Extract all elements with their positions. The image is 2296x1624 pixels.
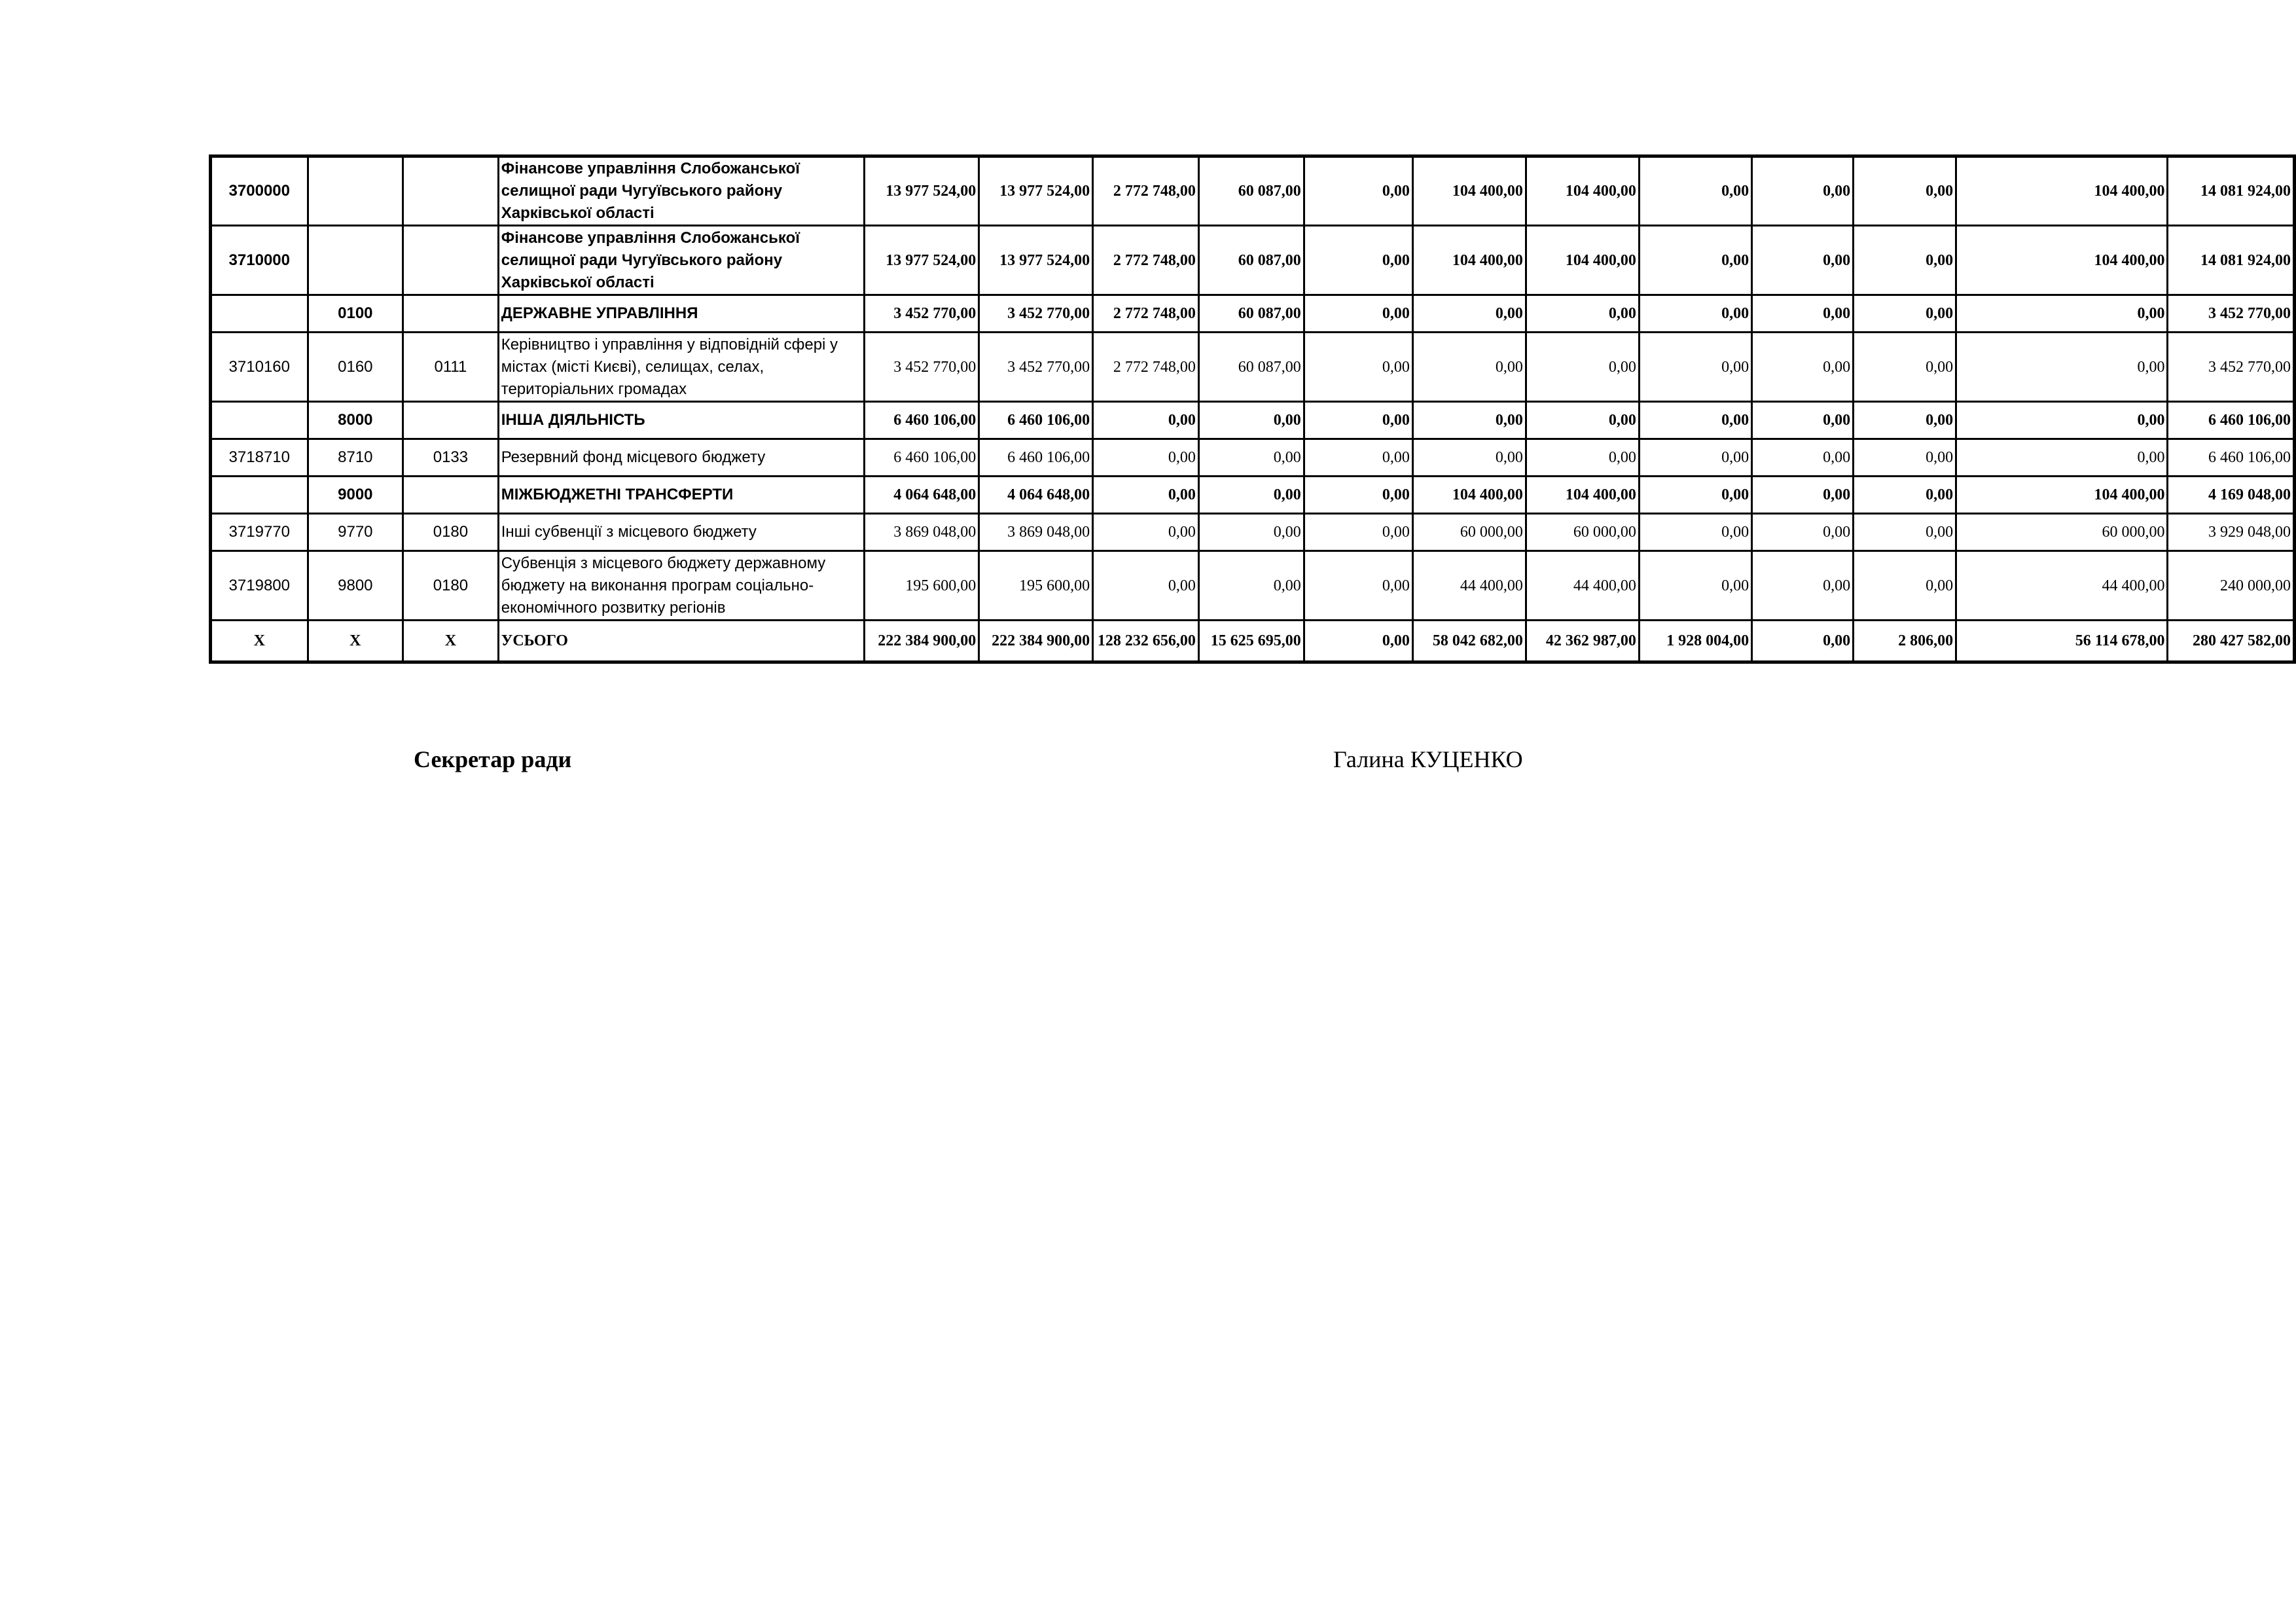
- amount-cell: 0,00: [1412, 402, 1526, 439]
- amount-cell: 44 400,00: [1526, 551, 1639, 621]
- classification-code-cell: [403, 402, 499, 439]
- item-name-cell: Інші субвенції з місцевого бюджету: [498, 514, 865, 551]
- amount-cell: 0,00: [1752, 402, 1854, 439]
- amount-cell: 3 869 048,00: [865, 514, 979, 551]
- amount-cell: 0,00: [1304, 477, 1412, 514]
- program-code-cell: [211, 477, 308, 514]
- amount-cell: 0,00: [1956, 333, 2168, 402]
- function-code-cell: 0160: [308, 333, 403, 402]
- amount-cell: 104 400,00: [1412, 226, 1526, 295]
- amount-cell: 0,00: [1412, 333, 1526, 402]
- amount-cell: 3 452 770,00: [2168, 295, 2295, 333]
- program-code-cell: [211, 295, 308, 333]
- amount-cell: 0,00: [1956, 402, 2168, 439]
- amount-cell: 104 400,00: [1956, 156, 2168, 226]
- total-amount-cell: 56 114 678,00: [1956, 621, 2168, 662]
- classification-code-cell: 0133: [403, 439, 499, 477]
- table-row: [211, 295, 2295, 333]
- total-row: [211, 621, 2295, 662]
- function-code-cell: 9000: [308, 477, 403, 514]
- table-row: [211, 439, 2295, 477]
- program-code-cell: 3710160: [211, 333, 308, 402]
- amount-cell: 13 977 524,00: [979, 156, 1093, 226]
- amount-cell: 0,00: [1639, 477, 1751, 514]
- amount-cell: 4 169 048,00: [2168, 477, 2295, 514]
- amount-cell: 6 460 106,00: [979, 402, 1093, 439]
- amount-cell: 4 064 648,00: [865, 477, 979, 514]
- total-amount-cell: 280 427 582,00: [2168, 621, 2295, 662]
- amount-cell: 0,00: [1854, 477, 1956, 514]
- amount-cell: 2 772 748,00: [1093, 226, 1199, 295]
- amount-cell: 0,00: [1639, 439, 1751, 477]
- amount-cell: 3 452 770,00: [979, 295, 1093, 333]
- classification-code-cell: [403, 477, 499, 514]
- budget-table: [209, 154, 2296, 664]
- amount-cell: 0,00: [1093, 477, 1199, 514]
- program-code-cell: 3718710: [211, 439, 308, 477]
- function-code-cell: 9800: [308, 551, 403, 621]
- amount-cell: 195 600,00: [865, 551, 979, 621]
- item-name-cell: Фінансове управління Слобожанської селищної ради Чугуївського району Харківської області: [498, 226, 865, 295]
- amount-cell: 60 087,00: [1198, 333, 1304, 402]
- amount-cell: 3 869 048,00: [979, 514, 1093, 551]
- table-row: [211, 551, 2295, 621]
- amount-cell: 0,00: [1639, 402, 1751, 439]
- function-code-cell: [308, 156, 403, 226]
- amount-cell: 0,00: [1304, 402, 1412, 439]
- total-mark-cell: Х: [211, 621, 308, 662]
- function-code-cell: 8710: [308, 439, 403, 477]
- program-code-cell: 3719770: [211, 514, 308, 551]
- amount-cell: 0,00: [1198, 551, 1304, 621]
- amount-cell: 0,00: [1304, 295, 1412, 333]
- amount-cell: 0,00: [1198, 439, 1304, 477]
- amount-cell: 6 460 106,00: [865, 439, 979, 477]
- amount-cell: 0,00: [1304, 514, 1412, 551]
- amount-cell: 0,00: [1304, 226, 1412, 295]
- amount-cell: 0,00: [1956, 295, 2168, 333]
- amount-cell: 44 400,00: [1956, 551, 2168, 621]
- amount-cell: 0,00: [1639, 295, 1751, 333]
- amount-cell: 104 400,00: [1526, 477, 1639, 514]
- amount-cell: 104 400,00: [1412, 477, 1526, 514]
- amount-cell: 104 400,00: [1526, 156, 1639, 226]
- amount-cell: 0,00: [1752, 439, 1854, 477]
- amount-cell: 44 400,00: [1412, 551, 1526, 621]
- classification-code-cell: [403, 156, 499, 226]
- amount-cell: 0,00: [1956, 439, 2168, 477]
- amount-cell: 0,00: [1526, 402, 1639, 439]
- total-amount-cell: 0,00: [1752, 621, 1854, 662]
- amount-cell: 0,00: [1854, 295, 1956, 333]
- amount-cell: 4 064 648,00: [979, 477, 1093, 514]
- amount-cell: 0,00: [1412, 439, 1526, 477]
- program-code-cell: 3700000: [211, 156, 308, 226]
- table-row: [211, 333, 2295, 402]
- amount-cell: 3 929 048,00: [2168, 514, 2295, 551]
- amount-cell: 0,00: [1854, 514, 1956, 551]
- amount-cell: 0,00: [1854, 551, 1956, 621]
- amount-cell: 3 452 770,00: [865, 333, 979, 402]
- amount-cell: 0,00: [1854, 402, 1956, 439]
- function-code-cell: 8000: [308, 402, 403, 439]
- amount-cell: 0,00: [1854, 333, 1956, 402]
- table-row: [211, 226, 2295, 295]
- amount-cell: 2 772 748,00: [1093, 156, 1199, 226]
- amount-cell: 0,00: [1526, 439, 1639, 477]
- amount-cell: 3 452 770,00: [865, 295, 979, 333]
- amount-cell: 0,00: [1752, 514, 1854, 551]
- total-amount-cell: 1 928 004,00: [1639, 621, 1751, 662]
- amount-cell: 104 400,00: [1956, 226, 2168, 295]
- total-mark-cell: Х: [403, 621, 499, 662]
- amount-cell: 60 087,00: [1198, 156, 1304, 226]
- amount-cell: 0,00: [1198, 477, 1304, 514]
- amount-cell: 0,00: [1752, 551, 1854, 621]
- signature-title: Секретар ради: [414, 746, 572, 772]
- amount-cell: 6 460 106,00: [2168, 402, 2295, 439]
- amount-cell: 195 600,00: [979, 551, 1093, 621]
- amount-cell: 104 400,00: [1412, 156, 1526, 226]
- amount-cell: 0,00: [1304, 551, 1412, 621]
- total-amount-cell: 222 384 900,00: [979, 621, 1093, 662]
- table-row: [211, 402, 2295, 439]
- program-code-cell: 3719800: [211, 551, 308, 621]
- amount-cell: 60 000,00: [1412, 514, 1526, 551]
- amount-cell: 60 087,00: [1198, 226, 1304, 295]
- amount-cell: 0,00: [1639, 226, 1751, 295]
- amount-cell: 0,00: [1752, 226, 1854, 295]
- amount-cell: 0,00: [1854, 226, 1956, 295]
- item-name-cell: ІНША ДІЯЛЬНІСТЬ: [498, 402, 865, 439]
- table-row: [211, 477, 2295, 514]
- total-amount-cell: 222 384 900,00: [865, 621, 979, 662]
- amount-cell: 0,00: [1639, 156, 1751, 226]
- amount-cell: 13 977 524,00: [865, 226, 979, 295]
- program-code-cell: 3710000: [211, 226, 308, 295]
- amount-cell: 240 000,00: [2168, 551, 2295, 621]
- amount-cell: 14 081 924,00: [2168, 156, 2295, 226]
- amount-cell: 0,00: [1854, 439, 1956, 477]
- amount-cell: 6 460 106,00: [979, 439, 1093, 477]
- total-amount-cell: 2 806,00: [1854, 621, 1956, 662]
- total-label-cell: УСЬОГО: [498, 621, 865, 662]
- amount-cell: 3 452 770,00: [2168, 333, 2295, 402]
- amount-cell: 13 977 524,00: [865, 156, 979, 226]
- amount-cell: 0,00: [1639, 514, 1751, 551]
- amount-cell: 6 460 106,00: [865, 402, 979, 439]
- function-code-cell: [308, 226, 403, 295]
- amount-cell: 0,00: [1304, 156, 1412, 226]
- amount-cell: 13 977 524,00: [979, 226, 1093, 295]
- amount-cell: 0,00: [1752, 295, 1854, 333]
- amount-cell: 0,00: [1752, 477, 1854, 514]
- amount-cell: 0,00: [1854, 156, 1956, 226]
- amount-cell: 0,00: [1093, 439, 1199, 477]
- classification-code-cell: 0111: [403, 333, 499, 402]
- item-name-cell: ДЕРЖАВНЕ УПРАВЛІННЯ: [498, 295, 865, 333]
- amount-cell: 0,00: [1093, 402, 1199, 439]
- amount-cell: 6 460 106,00: [2168, 439, 2295, 477]
- amount-cell: 0,00: [1412, 295, 1526, 333]
- total-amount-cell: 42 362 987,00: [1526, 621, 1639, 662]
- amount-cell: 0,00: [1639, 333, 1751, 402]
- total-mark-cell: Х: [308, 621, 403, 662]
- amount-cell: 0,00: [1639, 551, 1751, 621]
- amount-cell: 0,00: [1198, 402, 1304, 439]
- amount-cell: 0,00: [1093, 514, 1199, 551]
- amount-cell: 0,00: [1198, 514, 1304, 551]
- amount-cell: 0,00: [1093, 551, 1199, 621]
- amount-cell: 2 772 748,00: [1093, 295, 1199, 333]
- classification-code-cell: [403, 226, 499, 295]
- amount-cell: 60 000,00: [1956, 514, 2168, 551]
- amount-cell: 0,00: [1526, 333, 1639, 402]
- amount-cell: 0,00: [1752, 156, 1854, 226]
- total-amount-cell: 0,00: [1304, 621, 1412, 662]
- item-name-cell: Резервний фонд місцевого бюджету: [498, 439, 865, 477]
- amount-cell: 0,00: [1304, 439, 1412, 477]
- item-name-cell: МІЖБЮДЖЕТНІ ТРАНСФЕРТИ: [498, 477, 865, 514]
- amount-cell: 60 000,00: [1526, 514, 1639, 551]
- item-name-cell: Субвенція з місцевого бюджету державному бюджету на виконання програм соціально-економічного розвитку регіонів: [498, 551, 865, 621]
- program-code-cell: [211, 402, 308, 439]
- amount-cell: 0,00: [1304, 333, 1412, 402]
- amount-cell: 104 400,00: [1956, 477, 2168, 514]
- amount-cell: 0,00: [1752, 333, 1854, 402]
- amount-cell: 104 400,00: [1526, 226, 1639, 295]
- table-row: [211, 514, 2295, 551]
- total-amount-cell: 128 232 656,00: [1093, 621, 1199, 662]
- function-code-cell: 9770: [308, 514, 403, 551]
- amount-cell: 14 081 924,00: [2168, 226, 2295, 295]
- total-amount-cell: 15 625 695,00: [1198, 621, 1304, 662]
- item-name-cell: Фінансове управління Слобожанської селищної ради Чугуївського району Харківської області: [498, 156, 865, 226]
- table-body: [211, 156, 2295, 662]
- table-row: [211, 156, 2295, 226]
- function-code-cell: 0100: [308, 295, 403, 333]
- total-amount-cell: 58 042 682,00: [1412, 621, 1526, 662]
- amount-cell: 3 452 770,00: [979, 333, 1093, 402]
- amount-cell: 60 087,00: [1198, 295, 1304, 333]
- amount-cell: 0,00: [1526, 295, 1639, 333]
- item-name-cell: Керівництво і управління у відповідній сфері у містах (місті Києві), селищах, селах, територіальних громадах: [498, 333, 865, 402]
- amount-cell: 2 772 748,00: [1093, 333, 1199, 402]
- classification-code-cell: 0180: [403, 551, 499, 621]
- signature-name: Галина КУЦЕНКО: [1333, 746, 1523, 772]
- classification-code-cell: [403, 295, 499, 333]
- classification-code-cell: 0180: [403, 514, 499, 551]
